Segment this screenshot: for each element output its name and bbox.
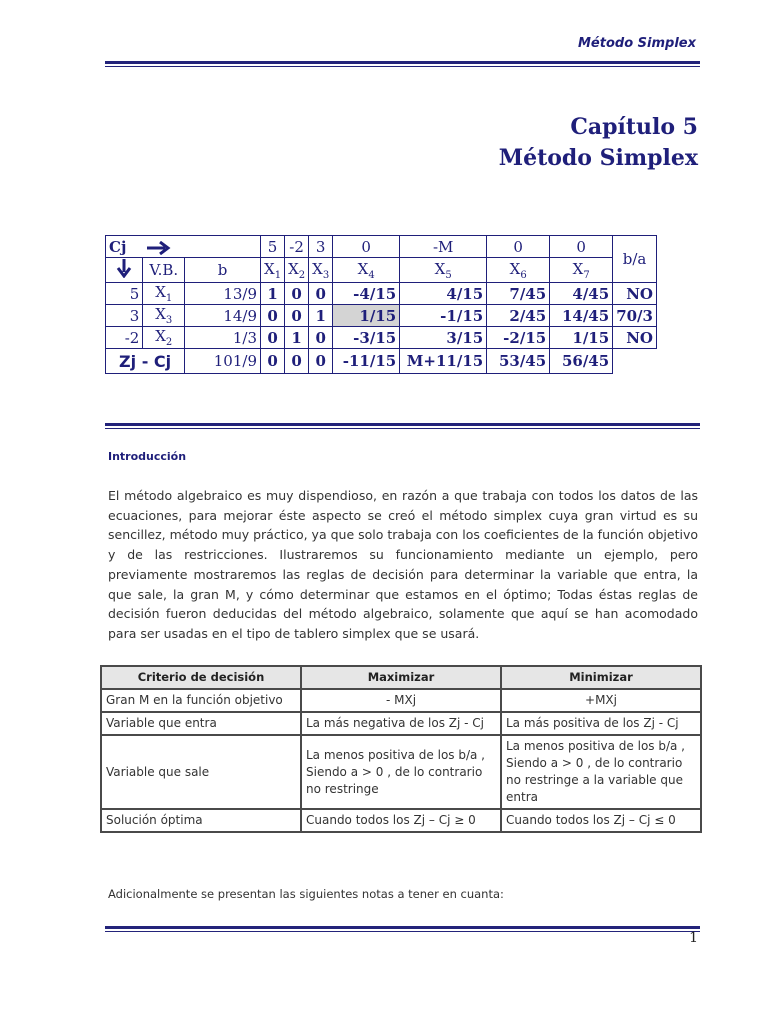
down-arrow-cell <box>106 258 143 283</box>
row-x4: -4/15 <box>333 283 400 305</box>
cj-label: Cj <box>109 237 127 256</box>
row-x5: 4/15 <box>400 283 487 305</box>
x2-header: $X_2$ <box>285 258 309 283</box>
zj-x4: -11/15 <box>333 349 400 374</box>
zj-empty <box>613 349 657 374</box>
x3-header: $X_3$ <box>309 258 333 283</box>
notes-line: Adicionalmente se presentan las siguientes notas a tener en cuanta: <box>108 887 504 901</box>
section-rule <box>105 423 700 429</box>
minimize-value: La más positiva de los Zj - Cj <box>502 713 700 734</box>
row-cj: 3 <box>106 305 143 327</box>
decision-criteria-table <box>100 665 702 833</box>
intro-paragraph: El método algebraico es muy dispendioso, en razón a que trabaja con todos los datos de las ecuaciones, para mejorar éste aspecto se creó el método simplex cuya gran virtud es su sencillez, método muy práctico, ya que solo trabaja con los coeficientes de la función objetivo y de las restricciones. Ilustraremos su funcionamiento mediante un ejemplo, pero previamente mostraremos las reglas de decisión para determinar la variable que entra, la que sale, la gran M, y cómo determinar que estamos en el óptimo; Todas éstas reglas de decisión fueron deducidas del método algebraico, solamente que aquí se han acomodado para ser usadas en el tipo de tablero simplex que se usará. <box>108 488 698 641</box>
criteria-header-row <box>102 667 700 688</box>
ba-header: b/a <box>613 236 657 283</box>
row-vb: $X_2$ <box>143 327 185 349</box>
row-x2: 1 <box>285 327 309 349</box>
row-x7: 14/45 <box>550 305 613 327</box>
maximize-value: Cuando todos los Zj – Cj ≥ 0 <box>302 810 500 831</box>
x5-header: $X_5$ <box>400 258 487 283</box>
row-ba: 70/3 <box>613 305 657 327</box>
zj-x3: 0 <box>309 349 333 374</box>
criteria-label: Variable que sale <box>102 736 300 808</box>
x6-header: $X_6$ <box>487 258 550 283</box>
tableau-cj-row <box>106 236 657 258</box>
tableau-row-x3 <box>106 305 657 327</box>
pivot-cell: 1/15 <box>333 305 400 327</box>
criteria-row <box>102 810 700 831</box>
row-x1: 0 <box>261 327 285 349</box>
cj-x7: 0 <box>550 236 613 258</box>
zj-b: 101/9 <box>185 349 261 374</box>
row-x5: 3/15 <box>400 327 487 349</box>
arrow-right-icon <box>146 241 174 255</box>
zj-x1: 0 <box>261 349 285 374</box>
criteria-label: Gran M en la función objetivo <box>102 690 300 711</box>
row-x6: 7/45 <box>487 283 550 305</box>
running-header: Método Simplex <box>578 36 696 51</box>
row-x5: -1/15 <box>400 305 487 327</box>
zj-x2: 0 <box>285 349 309 374</box>
row-x4: -3/15 <box>333 327 400 349</box>
row-x3: 0 <box>309 283 333 305</box>
maximize-value: La más negativa de los Zj - Cj <box>302 713 500 734</box>
minimize-header: Minimizar <box>502 667 700 688</box>
cj-x2: -2 <box>285 236 309 258</box>
zj-x5: M+11/15 <box>400 349 487 374</box>
cj-x4: 0 <box>333 236 400 258</box>
minimize-value: +MXj <box>502 690 700 711</box>
cj-x6: 0 <box>487 236 550 258</box>
criteria-row <box>102 690 700 711</box>
zj-x6: 53/45 <box>487 349 550 374</box>
row-x3: 1 <box>309 305 333 327</box>
row-cj: 5 <box>106 283 143 305</box>
criteria-row <box>102 736 700 808</box>
row-x2: 0 <box>285 305 309 327</box>
row-x1: 0 <box>261 305 285 327</box>
maximize-header: Maximizar <box>302 667 500 688</box>
row-ba: NO <box>613 327 657 349</box>
row-cj: -2 <box>106 327 143 349</box>
x4-header: $X_4$ <box>333 258 400 283</box>
row-x3: 0 <box>309 327 333 349</box>
row-x6: -2/15 <box>487 327 550 349</box>
row-b: 13/9 <box>185 283 261 305</box>
zj-label: Zj - Cj <box>106 349 185 374</box>
page-number: 1 <box>689 930 698 946</box>
row-vb: $X_3$ <box>143 305 185 327</box>
cj-label-cell <box>106 236 261 258</box>
criteria-label: Variable que entra <box>102 713 300 734</box>
chapter-label: Capítulo 5 <box>570 114 698 140</box>
zj-x7: 56/45 <box>550 349 613 374</box>
row-b: 1/3 <box>185 327 261 349</box>
vb-header: V.B. <box>143 258 185 283</box>
chapter-title: Método Simplex <box>498 145 698 171</box>
criteria-label: Solución óptima <box>102 810 300 831</box>
x7-header: $X_7$ <box>550 258 613 283</box>
row-x2: 0 <box>285 283 309 305</box>
tableau-zj-row <box>106 349 657 374</box>
footer-rule <box>105 926 700 932</box>
maximize-value: La menos positiva de los b/a , Siendo a > 0 , de lo contrario no restringe <box>302 736 500 808</box>
intro-heading: Introducción <box>108 450 187 463</box>
b-header: b <box>185 258 261 283</box>
chapter-title-block <box>380 112 698 174</box>
row-x7: 4/45 <box>550 283 613 305</box>
row-ba: NO <box>613 283 657 305</box>
criteria-header: Criterio de decisión <box>102 667 300 688</box>
tableau-header-row <box>106 258 657 283</box>
minimize-value: Cuando todos los Zj – Cj ≤ 0 <box>502 810 700 831</box>
maximize-value: - MXj <box>302 690 500 711</box>
cj-x5: -M <box>400 236 487 258</box>
criteria-row <box>102 713 700 734</box>
row-x1: 1 <box>261 283 285 305</box>
row-x7: 1/15 <box>550 327 613 349</box>
tableau-row-x1 <box>106 283 657 305</box>
arrow-down-icon <box>116 258 132 278</box>
row-vb: $X_1$ <box>143 283 185 305</box>
cj-x1: 5 <box>261 236 285 258</box>
row-b: 14/9 <box>185 305 261 327</box>
cj-x3: 3 <box>309 236 333 258</box>
simplex-tableau <box>105 235 657 374</box>
tableau-row-x2 <box>106 327 657 349</box>
minimize-value: La menos positiva de los b/a , Siendo a > 0 , de lo contrario no restringe a la variable que entra <box>502 736 700 808</box>
x1-header: $X_1$ <box>261 258 285 283</box>
row-x6: 2/45 <box>487 305 550 327</box>
header-rule <box>105 61 700 67</box>
